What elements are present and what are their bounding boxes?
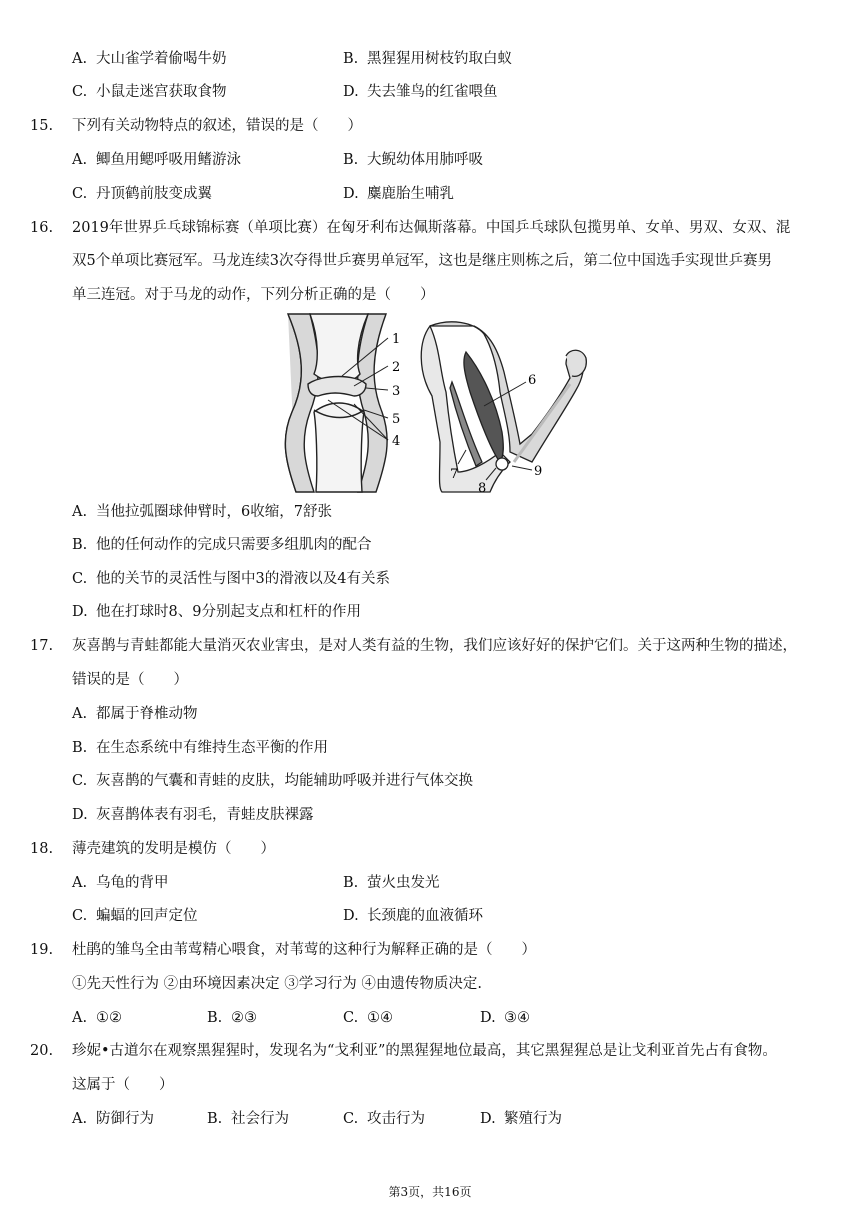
q16-option-c: C. 他的关节的灵活性与图中3的滑液以及4有关系 (72, 571, 390, 587)
label-1: 1 (392, 332, 401, 347)
label-8: 8 (478, 481, 487, 496)
q16-stem-line-2: 双5个单项比赛冠军。马龙连续3次夺得世乒赛男单冠军，这也是继庄则栋之后，第二位中国选手实现世乒赛男 (72, 253, 772, 269)
q20-option-b: B. 社会行为 (207, 1111, 289, 1127)
q20-option-c: C. 攻击行为 (343, 1111, 425, 1127)
q14-option-a: A. 大山雀学着偷喝牛奶 (72, 51, 227, 67)
q19-stem: 19. 杜鹃的雏鸟全由苇莺精心喂食，对苇莺的这种行为解释正确的是（ ） (30, 942, 536, 958)
q14-option-b: B. 黑猩猩用树枝钓取白蚁 (343, 51, 512, 67)
joint-diagram (285, 314, 387, 492)
q15-option-c: C. 丹顶鹤前肢变成翼 (72, 186, 212, 202)
label-7: 7 (450, 467, 459, 482)
q18-option-a: A. 乌龟的背甲 (72, 875, 169, 891)
q17-option-a: A. 都属于脊椎动物 (72, 706, 198, 722)
q14-option-d: D. 失去雏鸟的红雀喂鱼 (343, 84, 498, 100)
q15-option-b: B. 大鲵幼体用肺呼吸 (343, 152, 483, 168)
q17-option-b: B. 在生态系统中有维持生态平衡的作用 (72, 740, 328, 756)
q20-option-a: A. 防御行为 (72, 1111, 154, 1127)
q19-option-c: C. ①④ (343, 1010, 393, 1026)
q17-stem-line-1: 17. 灰喜鹊与青蛙都能大量消灭农业害虫，是对人类有益的生物，我们应该好好的保护它们。关于这两种生物的描述， (30, 638, 797, 654)
q19-option-b: B. ②③ (207, 1010, 257, 1026)
q15-option-d: D. 麋鹿胎生哺乳 (343, 186, 454, 202)
q16-stem-line-1: 16. 2019年世界乒乓球锦标赛（单项比赛）在匈牙利布达佩斯落幕。中国乒乓球队包揽男单、女单、男双、女双、混 (30, 220, 791, 236)
q16-stem-line-3: 单三连冠。对于马龙的动作，下列分析正确的是（ ） (72, 287, 435, 303)
q14-option-c: C. 小鼠走迷宫获取食物 (72, 84, 227, 100)
q20-stem-line-2: 这属于（ ） (72, 1077, 174, 1093)
arm-diagram (421, 322, 586, 492)
q17-option-d: D. 灰喜鹊体表有羽毛，青蛙皮肤裸露 (72, 807, 314, 823)
q16-option-b: B. 他的任何动作的完成只需要多组肌肉的配合 (72, 537, 372, 553)
page-footer: 第3页，共16页 (388, 1185, 472, 1199)
label-4: 4 (392, 434, 401, 449)
q16-option-a: A. 当他拉弧圈球伸臂时，6收缩，7舒张 (72, 504, 332, 520)
label-3: 3 (392, 384, 401, 399)
q16-option-d: D. 他在打球时8、9分别起支点和杠杆的作用 (72, 604, 361, 620)
q15-stem: 15. 下列有关动物特点的叙述，错误的是（ ） (30, 118, 362, 134)
label-5: 5 (392, 412, 401, 427)
q18-option-d: D. 长颈鹿的血液循环 (343, 908, 483, 924)
q18-stem: 18. 薄壳建筑的发明是模仿（ ） (30, 841, 275, 857)
q17-stem-line-2: 错误的是（ ） (72, 672, 188, 688)
q20-stem-line-1: 20. 珍妮•古道尔在观察黑猩猩时，发现名为“戈利亚”的黑猩猩地位最高，其它黑猩猩总是让戈利亚首先占有食物。 (30, 1043, 777, 1059)
q15-option-a: A. 鲫鱼用鳃呼吸用鳍游泳 (72, 152, 241, 168)
q18-option-b: B. 萤火虫发光 (343, 875, 440, 891)
label-9: 9 (534, 464, 543, 479)
q17-option-c: C. 灰喜鹊的气囊和青蛙的皮肤，均能辅助呼吸并进行气体交换 (72, 773, 473, 789)
q19-option-a: A. ①② (72, 1010, 122, 1026)
q20-option-d: D. 繁殖行为 (480, 1111, 562, 1127)
q19-sub-statements: ①先天性行为 ②由环境因素决定 ③学习行为 ④由遗传物质决定. (72, 976, 482, 992)
q19-option-d: D. ③④ (480, 1010, 530, 1026)
q18-option-c: C. 蝙蝠的回声定位 (72, 908, 198, 924)
label-6: 6 (528, 373, 537, 388)
joint-and-arm-figure (270, 312, 600, 498)
label-2: 2 (392, 360, 401, 375)
